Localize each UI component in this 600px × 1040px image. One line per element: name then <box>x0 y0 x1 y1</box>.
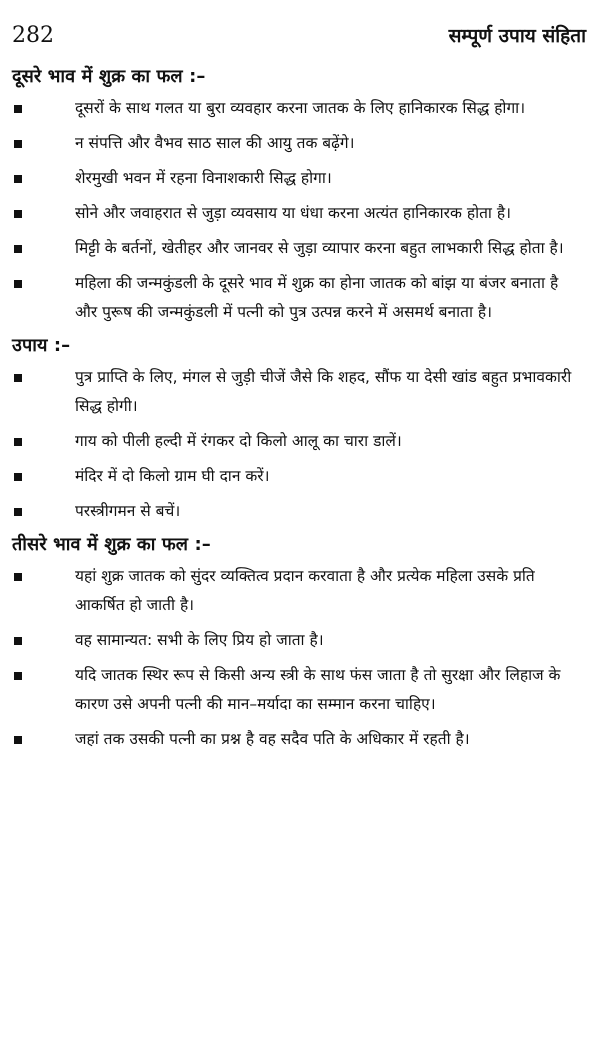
bullet-list-third-house <box>12 562 586 754</box>
bullet-list-remedies <box>12 363 586 526</box>
page-header <box>12 22 586 60</box>
list-item-text: परस्त्रीगमन से बचें। <box>75 502 181 520</box>
list-item-text: यहां शुक्र जातक को सुंदर व्यक्तित्व प्रदान करवाता है और प्रत्येक महिला उसके प्रति आकर्षित हो जाती है। <box>75 567 535 614</box>
list-item <box>12 626 586 655</box>
list-item <box>12 462 586 491</box>
list-item-text: न संपत्ति और वैभव साठ साल की आयु तक बढ़ेंगे। <box>75 134 355 152</box>
list-item-text: पुत्र प्राप्ति के लिए, मंगल से जुड़ी चीजें जैसे कि शहद, सौंफ या देसी खांड बहुत प्रभावकारी सिद्ध होगी। <box>75 368 572 415</box>
list-item-text: मिट्टी के बर्तनों, खेतीहर और जानवर से जुड़ा व्यापार करना बहुत लाभकारी सिद्ध होता है। <box>75 239 564 257</box>
list-item-text: गाय को पीली हल्दी में रंगकर दो किलो आलू का चारा डालें। <box>75 432 402 450</box>
section-heading-second-house: दूसरे भाव में शुक्र का फल :– <box>12 66 206 87</box>
list-item <box>12 497 586 526</box>
list-item <box>12 661 586 719</box>
square-bullet-icon <box>14 573 22 581</box>
page-number: 282 <box>12 23 54 48</box>
square-bullet-icon <box>14 245 22 253</box>
list-item-text: वह सामान्यत: सभी के लिए प्रिय हो जाता है। <box>75 631 324 649</box>
section-heading-third-house: तीसरे भाव में शुक्र का फल :– <box>12 534 211 555</box>
list-item-text: जहां तक उसकी पत्नी का प्रश्न है वह सदैव पति के अधिकार में रहती है। <box>75 730 470 748</box>
running-title: सम्पूर्ण उपाय संहिता <box>448 25 586 47</box>
square-bullet-icon <box>14 140 22 148</box>
list-item-text: सोने और जवाहरात से जुड़ा व्यवसाय या धंधा करना अत्यंत हानिकारक होता है। <box>75 204 511 222</box>
square-bullet-icon <box>14 210 22 218</box>
list-item <box>12 427 586 456</box>
square-bullet-icon <box>14 175 22 183</box>
list-item <box>12 562 586 620</box>
list-item <box>12 234 586 263</box>
square-bullet-icon <box>14 473 22 481</box>
list-item-text: महिला की जन्मकुंडली के दूसरे भाव में शुक्र का होना जातक को बांझ या बंजर बनाता है और पुरूष की जन्मकुंडली में पत्नी को पुत्र उत्पन्न करने में असमर्थ बनाता है। <box>75 274 559 321</box>
square-bullet-icon <box>14 280 22 288</box>
list-item <box>12 129 586 158</box>
square-bullet-icon <box>14 736 22 744</box>
square-bullet-icon <box>14 438 22 446</box>
square-bullet-icon <box>14 672 22 680</box>
list-item <box>12 94 586 123</box>
list-item <box>12 164 586 193</box>
square-bullet-icon <box>14 508 22 516</box>
list-item <box>12 199 586 228</box>
list-item <box>12 269 586 327</box>
square-bullet-icon <box>14 637 22 645</box>
section-heading-remedies: उपाय :– <box>12 335 71 356</box>
list-item-text: यदि जातक स्थिर रूप से किसी अन्य स्त्री के साथ फंस जाता है तो सुरक्षा और लिहाज के कारण उसे अपनी पत्नी की मान–मर्यादा का सम्मान करना चाहिए। <box>75 666 561 713</box>
list-item-text: दूसरों के साथ गलत या बुरा व्यवहार करना जातक के लिए हानिकारक सिद्ध होगा। <box>75 99 526 117</box>
list-item-text: मंदिर में दो किलो ग्राम घी दान करें। <box>75 467 270 485</box>
list-item-text: शेरमुखी भवन में रहना विनाशकारी सिद्ध होगा। <box>75 169 332 187</box>
bullet-list-second-house <box>12 94 586 327</box>
square-bullet-icon <box>14 374 22 382</box>
list-item <box>12 725 586 754</box>
square-bullet-icon <box>14 105 22 113</box>
list-item <box>12 363 586 421</box>
